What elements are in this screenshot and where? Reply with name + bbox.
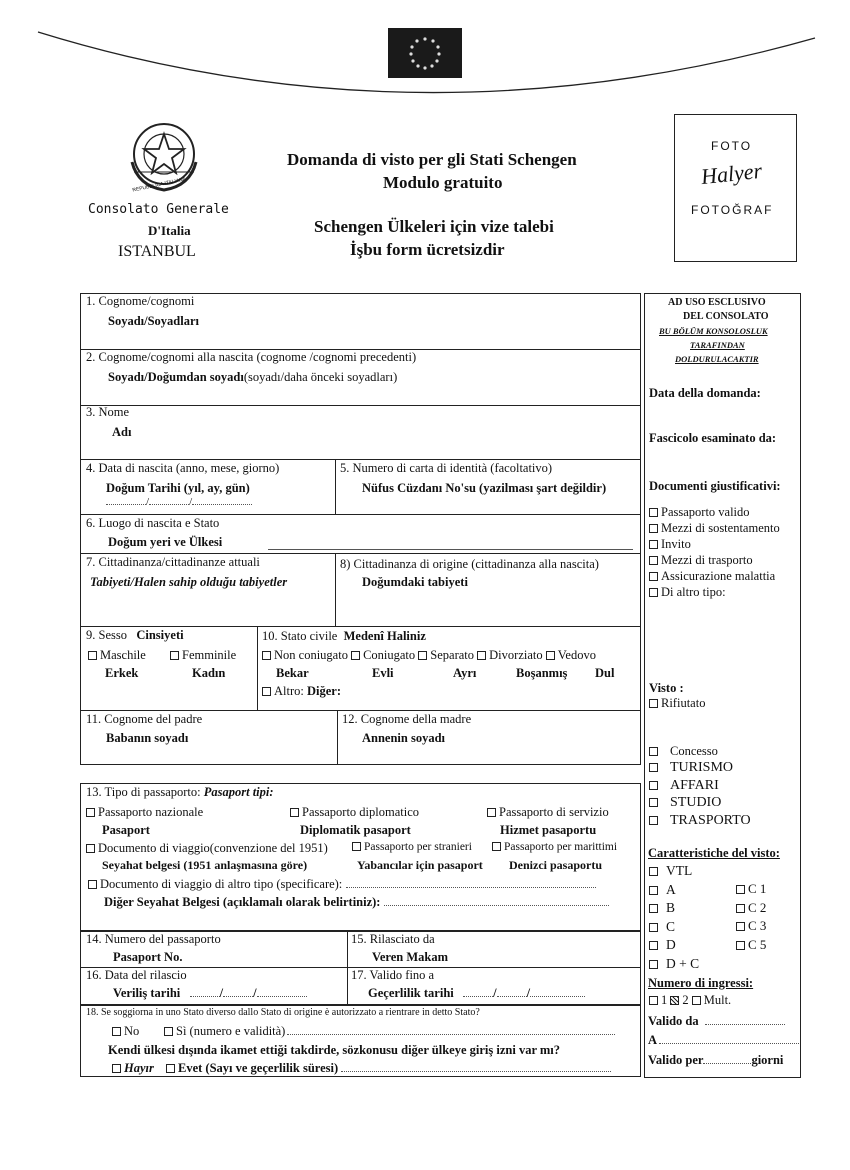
consulate-panel-title-2: DEL CONSOLATO [683,311,769,322]
passport-service-tr: Hizmet pasaportu [500,823,597,837]
visa-granted-option[interactable]: Concesso [649,744,718,758]
entries-1-option[interactable]: 1 [649,993,667,1007]
field-18-label: 18. Se soggiorna in uno Stato diverso dallo Stato di origine è autorizzato a rientrare in detto Stato? [86,1007,480,1018]
field-3-label-tr[interactable]: Adı [112,425,132,439]
doc-item-passport[interactable]: Passaporto valido [649,505,750,519]
visa-subtypes [736,880,766,954]
marital-options [262,648,596,662]
doc-item-insurance[interactable]: Assicurazione malattia [649,569,775,583]
valid-for-field[interactable] [648,1053,783,1067]
purpose-transport-option[interactable]: TRASPORTO [649,812,751,830]
visa-type-dc[interactable]: D + C [649,955,699,974]
field-2-tr-rest: (soyadı/daha önceki soyadları) [243,370,398,384]
sex-female-label: Femminile [182,648,237,662]
passport-travel-doc-tr: Seyahat belgesi (1951 anlaşmasına göre) [102,858,308,872]
residence-yes-option[interactable]: Sì (numero e validità) [164,1024,615,1038]
valid-to-field[interactable] [648,1033,799,1047]
sex-female-label-tr: Kadın [192,666,226,680]
consulate-panel-tr-3: DOLDURULACAKTIR [675,354,759,364]
residence-hayir-option[interactable]: Hayır [112,1061,154,1075]
birthdate-input[interactable]: / / [106,496,266,510]
field-9-tr: Cinsiyeti [136,628,184,642]
field-16-label: 16. Data del rilascio [86,968,187,982]
visa-types [649,862,699,973]
entries-2-option[interactable]: 2 [670,993,688,1007]
visa-type-d[interactable]: D [649,936,699,955]
visa-refused-option[interactable]: Rifiutato [649,696,705,710]
visa-type-c2[interactable]: C 2 [736,899,766,918]
field-14-label: 14. Numero del passaporto [86,932,221,946]
valid-from-label: Valido da [648,1014,699,1028]
application-date-label: Data della domanda: [649,386,761,400]
field-3-label: 3. Nome [86,405,130,419]
sex-male-label: Maschile [100,648,146,662]
marital-divorced-tr: Boşanmış [516,666,568,680]
visa-characteristics-label: Caratteristiche del visto: [648,846,780,860]
field-17-label-tr: Geçerlilik tarihi [368,986,454,1000]
doc-item-invitation[interactable]: Invito [649,537,691,551]
field-7-label: 7. Cittadinanza/cittadinanze attuali [86,555,260,569]
valid-for-days-label: giorni [751,1053,784,1067]
checkbox-icon[interactable] [170,651,179,660]
passport-service-option[interactable]: Passaporto di servizio [487,805,609,819]
marital-separated-tr: Ayrı [453,666,477,680]
passport-aliens-tr: Yabancılar için pasaport [357,858,483,872]
marital-other-label-tr: Diğer: [306,684,341,698]
issue-date-input[interactable]: Veriliş tarihi / / [113,986,307,1000]
visa-label: Visto : [649,681,684,695]
marital-divorced-option[interactable]: Divorziato [477,648,542,662]
field-5-label: 5. Numero di carta di identità (facoltativo) [340,461,553,475]
sex-male-label-tr: Erkek [105,666,139,680]
valid-from-field[interactable] [648,1014,785,1028]
page-subtitle: Modulo gratuito [383,173,503,192]
field-9-it: 9. Sesso [86,628,127,642]
marital-separated-option[interactable]: Separato [418,648,474,662]
marital-single-tr: Bekar [276,666,309,680]
entries-options [649,993,731,1007]
marital-other-option[interactable] [262,684,341,698]
photo-box[interactable] [674,114,797,262]
passport-diplomatic-tr: Diplomatik pasaport [300,823,411,837]
passport-seamen-option[interactable]: Passaporto per marittimi [492,841,617,854]
passport-other-option[interactable]: Documento di viaggio di altro tipo (specificare): [88,877,596,891]
consulate-panel-title: AD USO ESCLUSIVO [668,297,766,308]
page-subtitle-tr: İşbu form ücretsizdir [350,240,505,259]
marital-widowed-tr: Dul [595,666,615,680]
consulate-country: D'Italia [148,223,191,238]
passport-national-tr: Pasaport [102,823,150,837]
marital-married-option[interactable]: Coniugato [351,648,415,662]
field-1-label: 1. Cognome/cognomi [86,294,195,308]
visa-type-b[interactable]: B [649,899,699,918]
field-16-label-tr: Veriliş tarihi [113,986,181,1000]
passport-diplomatic-option[interactable]: Passaporto diplomatico [290,805,419,819]
valid-for-label: Valido per [648,1053,704,1067]
field-6-label: 6. Luogo di nascita e Stato [86,516,220,530]
photo-label-tr: FOTOĞRAF [691,203,774,217]
passport-national-option[interactable]: Passaporto nazionale [86,805,203,819]
page-title-tr: Schengen Ülkeleri için vize talebi [314,217,554,236]
field-17-label: 17. Valido fino a [351,968,435,982]
visa-type-c5[interactable]: C 5 [736,936,766,955]
purpose-options [649,759,751,829]
visa-type-c1[interactable]: C 1 [736,880,766,899]
field-4-label: 4. Data di nascita (anno, mese, giorno) [86,461,280,475]
field-13-it: 13. Tipo di passaporto: [86,785,201,799]
eu-flag-icon [388,28,462,78]
marital-widowed-option[interactable]: Vedovo [546,648,596,662]
field-13-label [86,785,274,799]
field-5-label-tr[interactable]: Nüfus Cüzdanı No'su (yazilması şart değildir) [362,481,607,495]
field-7-label-tr[interactable]: Tabiyeti/Halen sahip olduğu tabiyetler [90,575,288,589]
birthplace-input[interactable] [268,549,633,550]
field-10-tr: Medenî Haliniz [343,629,426,643]
visa-type-c[interactable]: C [649,918,699,937]
field-8-label: 8) Cittadinanza di origine (cittadinanza alla nascita) [340,557,599,571]
supporting-docs-label: Documenti giustificativi: [649,479,781,493]
consulate-city: ISTANBUL [118,243,196,260]
visa-type-c3[interactable]: C 3 [736,917,766,936]
visa-type-vtl[interactable]: VTL [649,862,699,881]
field-12-label-tr[interactable]: Annenin soyadı [362,731,446,745]
purpose-study-option[interactable]: STUDIO [649,794,751,812]
field-11-label: 11. Cognome del padre [86,712,203,726]
italian-emblem-icon [118,112,210,200]
sex-male-option[interactable] [88,648,146,662]
purpose-tourism-option[interactable]: TURISMO [649,759,751,777]
consulate-panel-tr-2: TARAFINDAN [690,340,745,350]
field-18-label-tr: Kendi ülkesi dışında ikamet ettiği takdirde, sözkonusu diğer ülkeye giriş izni var mı? [108,1043,561,1057]
field-10-it: 10. Stato civile [262,629,338,643]
page-title: Domanda di visto per gli Stati Schengen [287,150,577,169]
field-14-label-tr[interactable]: Pasaport No. [113,950,183,964]
entries-label: Numero di ingressi: [648,976,754,990]
consulate-name: Consolato Generale [88,202,229,217]
field-13-tr: Pasaport tipi: [203,785,274,799]
field-6-label-tr: Doğum yeri ve Ülkesi [108,535,223,549]
sex-female-option[interactable] [170,648,236,662]
examined-by-label: Fascicolo esaminato da: [649,431,777,445]
doc-item-other[interactable]: Di altro tipo: [649,585,726,599]
expiry-date-input[interactable]: Geçerlilik tarihi / / [368,986,585,1000]
field-2-label-tr[interactable] [108,370,397,384]
entries-mult-option[interactable]: Mult. [692,993,731,1007]
residence-evet-option[interactable]: Evet (Sayı ve geçerlilik süresi) [166,1061,611,1075]
marital-single-option[interactable]: Non coniugato [262,648,348,662]
field-9-label [86,628,184,642]
passport-seamen-tr: Denizci pasaportu [509,858,602,872]
seal-text: REPUBBLICA ITALIANA [131,176,187,194]
purpose-business-option[interactable]: AFFARI [649,777,751,795]
checkbox-icon[interactable] [88,651,97,660]
valid-to-label: A [648,1033,658,1047]
passport-travel-doc-option[interactable]: Documento di viaggio(convenzione del 1951) [86,841,328,855]
field-15-label: 15. Rilasciato da [351,932,435,946]
photo-handwriting: Halyer [699,157,764,190]
passport-aliens-option[interactable]: Passaporto per stranieri [352,841,472,854]
field-2-tr-bold: Soyadı/Doğumdan soyadı [108,370,244,384]
photo-label: FOTO [711,139,753,153]
consulate-panel-tr-1: BU BÖLÜM KONSOLOSLUK [659,326,768,336]
passport-other-tr[interactable]: Diğer Seyahat Belgesi (açıklamalı olarak belirtiniz): [104,895,609,909]
field-2-label: 2. Cognome/cognomi alla nascita (cognome /cognomi precedenti) [86,350,417,364]
field-10-label [262,629,426,643]
field-8-label-tr[interactable]: Doğumdaki tabiyeti [362,575,468,589]
field-4-label-tr: Doğum Tarihi (yıl, ay, gün) [106,481,250,495]
doc-item-means[interactable]: Mezzi di sostentamento [649,521,780,535]
field-1-label-tr[interactable]: Soyadı/Soyadları [108,314,199,328]
field-12-label: 12. Cognome della madre [342,712,472,726]
residence-no-option[interactable]: No [112,1024,139,1038]
field-15-label-tr[interactable]: Veren Makam [372,950,449,964]
marital-married-tr: Evli [372,666,394,680]
marital-other-label: Altro: [274,684,304,698]
visa-type-a[interactable]: A [649,881,699,900]
field-11-label-tr[interactable]: Babanın soyadı [106,731,189,745]
doc-item-transport[interactable]: Mezzi di trasporto [649,553,753,567]
